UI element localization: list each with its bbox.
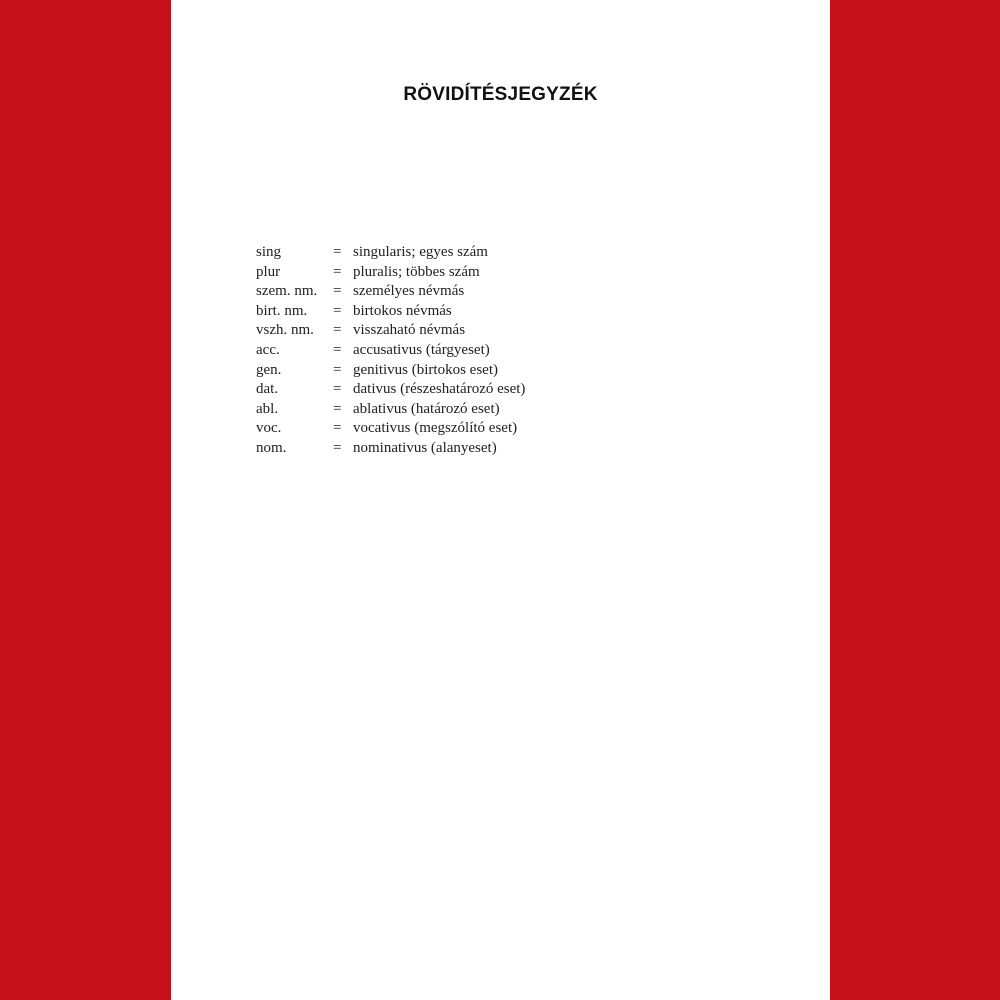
equals-sign: = — [333, 439, 342, 456]
document-page — [171, 0, 830, 1000]
abbreviation-term: plur — [256, 263, 281, 280]
equals-sign: = — [333, 263, 342, 280]
left-red-band — [0, 0, 171, 1000]
equals-sign: = — [333, 400, 342, 417]
abbreviation-term: gen. — [256, 361, 282, 378]
equals-sign: = — [333, 381, 342, 398]
equals-sign: = — [333, 361, 342, 378]
abbreviation-meaning: singularis; egyes szám — [353, 244, 488, 260]
right-red-band — [830, 0, 1000, 1000]
abbreviation-meaning: dativus (részeshatározó eset) — [353, 381, 526, 398]
equals-sign: = — [333, 420, 342, 437]
abbreviation-term: szem. nm. — [256, 283, 318, 300]
equals-sign: = — [333, 244, 342, 260]
abbreviation-meaning: birtokos névmás — [353, 302, 452, 319]
abbreviation-meaning: pluralis; többes szám — [353, 263, 480, 280]
abbreviation-meaning: accusativus (tárgyeset) — [353, 341, 490, 358]
abbreviation-term: acc. — [256, 341, 280, 358]
abbreviation-term: sing — [256, 244, 282, 260]
abbreviation-term: voc. — [256, 420, 282, 437]
abbreviation-term: vszh. nm. — [256, 322, 314, 339]
abbreviation-term: birt. nm. — [256, 302, 308, 319]
abbreviation-meaning: ablativus (határozó eset) — [353, 400, 500, 417]
abbreviation-term: nom. — [256, 439, 287, 456]
equals-sign: = — [333, 341, 342, 358]
abbreviation-term: dat. — [256, 381, 279, 398]
page-title: RÖVIDÍTÉSJEGYZÉK — [403, 84, 598, 105]
abbreviation-term: abl. — [256, 400, 279, 417]
abbreviation-meaning: vocativus (megszólító eset) — [353, 420, 518, 437]
abbreviation-meaning: személyes névmás — [353, 283, 465, 300]
abbreviation-meaning: nominativus (alanyeset) — [353, 439, 497, 456]
equals-sign: = — [333, 283, 342, 300]
abbreviation-meaning: visszaható névmás — [353, 322, 466, 339]
abbreviation-meaning: genitivus (birtokos eset) — [353, 361, 498, 378]
equals-sign: = — [333, 322, 342, 339]
equals-sign: = — [333, 302, 342, 319]
